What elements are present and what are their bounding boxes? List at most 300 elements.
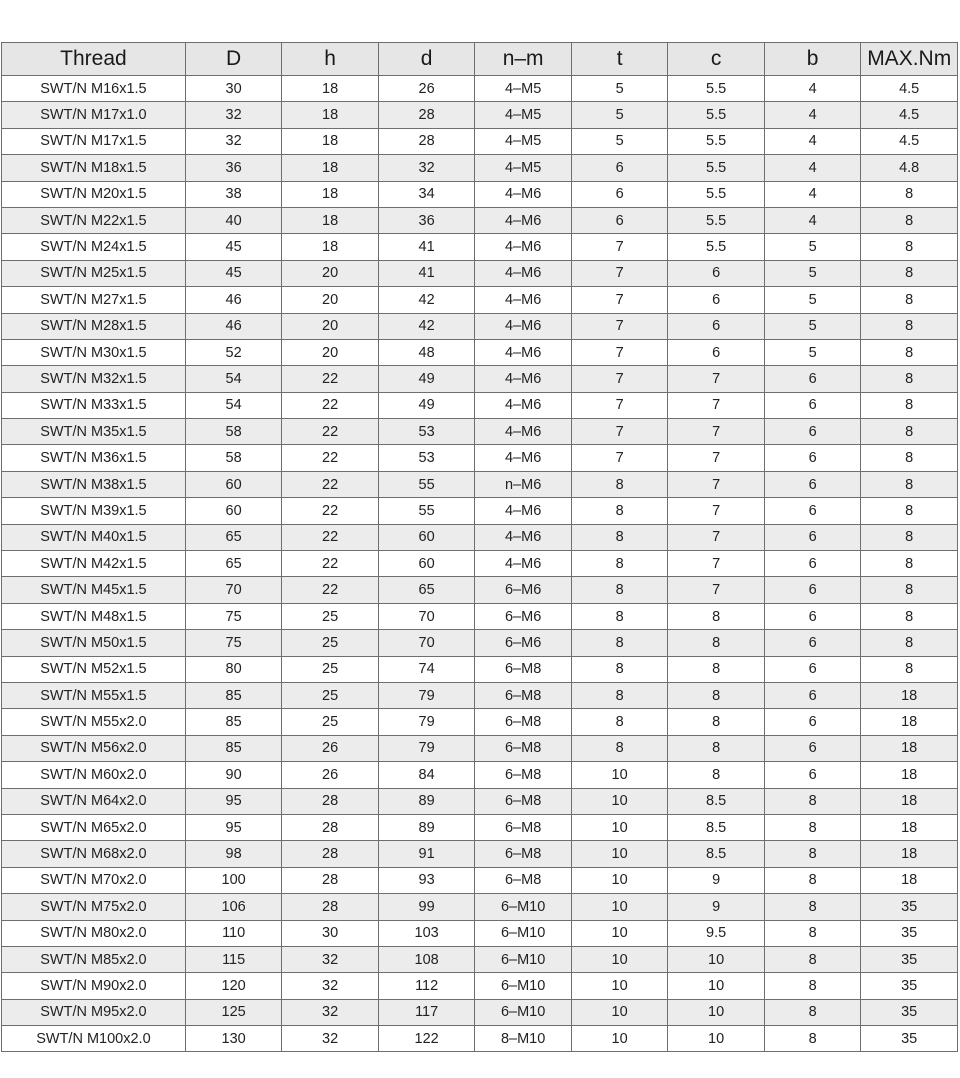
cell-d-inner: 70 [378,630,475,656]
cell-n-m: n–M6 [475,471,572,497]
cell-max-nm: 18 [861,867,958,893]
cell-c: 10 [668,946,765,972]
cell-thread: SWT/N M25x1.5 [2,260,186,286]
table-row [2,920,958,946]
cell-d-inner: 122 [378,1026,475,1052]
header-d-outer: D [185,43,282,76]
cell-t: 10 [571,973,668,999]
cell-thread: SWT/N M100x2.0 [2,1026,186,1052]
cell-d-outer: 32 [185,102,282,128]
cell-h: 32 [282,946,379,972]
cell-b: 8 [764,841,861,867]
cell-n-m: 4–M6 [475,313,572,339]
cell-n-m: 6–M6 [475,630,572,656]
cell-d-inner: 53 [378,445,475,471]
cell-thread: SWT/N M28x1.5 [2,313,186,339]
cell-n-m: 6–M10 [475,999,572,1025]
cell-b: 6 [764,445,861,471]
cell-d-inner: 117 [378,999,475,1025]
cell-max-nm: 8 [861,524,958,550]
cell-thread: SWT/N M33x1.5 [2,392,186,418]
table-row [2,76,958,102]
cell-thread: SWT/N M36x1.5 [2,445,186,471]
cell-t: 8 [571,682,668,708]
cell-n-m: 4–M6 [475,551,572,577]
cell-d-inner: 91 [378,841,475,867]
cell-thread: SWT/N M22x1.5 [2,207,186,233]
cell-thread: SWT/N M60x2.0 [2,762,186,788]
cell-h: 18 [282,181,379,207]
cell-h: 28 [282,894,379,920]
cell-thread: SWT/N M75x2.0 [2,894,186,920]
cell-c: 8 [668,762,765,788]
cell-b: 6 [764,682,861,708]
cell-h: 22 [282,524,379,550]
table-row [2,287,958,313]
cell-d-inner: 84 [378,762,475,788]
cell-n-m: 6–M10 [475,894,572,920]
table-row [2,973,958,999]
cell-n-m: 4–M6 [475,181,572,207]
cell-d-inner: 28 [378,128,475,154]
cell-d-outer: 100 [185,867,282,893]
table-row [2,392,958,418]
cell-d-outer: 65 [185,524,282,550]
cell-b: 6 [764,735,861,761]
cell-c: 8.5 [668,814,765,840]
cell-b: 4 [764,102,861,128]
cell-d-inner: 79 [378,682,475,708]
cell-d-outer: 70 [185,577,282,603]
cell-c: 5.5 [668,234,765,260]
cell-t: 10 [571,841,668,867]
table-row [2,102,958,128]
cell-c: 8 [668,682,765,708]
cell-b: 8 [764,814,861,840]
cell-t: 6 [571,207,668,233]
cell-c: 5.5 [668,76,765,102]
cell-n-m: 4–M5 [475,76,572,102]
cell-c: 5.5 [668,181,765,207]
cell-h: 18 [282,234,379,260]
cell-h: 28 [282,788,379,814]
cell-d-outer: 125 [185,999,282,1025]
cell-c: 10 [668,973,765,999]
cell-c: 7 [668,445,765,471]
cell-d-inner: 79 [378,735,475,761]
cell-b: 6 [764,366,861,392]
cell-n-m: 4–M6 [475,498,572,524]
cell-n-m: 6–M6 [475,603,572,629]
cell-b: 5 [764,313,861,339]
cell-d-outer: 52 [185,339,282,365]
cell-t: 10 [571,788,668,814]
cell-d-outer: 36 [185,155,282,181]
table-row [2,603,958,629]
cell-c: 6 [668,287,765,313]
cell-n-m: 6–M8 [475,788,572,814]
cell-b: 5 [764,339,861,365]
cell-d-inner: 26 [378,76,475,102]
cell-d-outer: 115 [185,946,282,972]
cell-n-m: 4–M6 [475,260,572,286]
cell-d-inner: 41 [378,260,475,286]
cell-max-nm: 18 [861,841,958,867]
cell-max-nm: 35 [861,999,958,1025]
cell-max-nm: 4.5 [861,128,958,154]
cell-thread: SWT/N M55x2.0 [2,709,186,735]
cell-t: 8 [571,709,668,735]
cell-c: 8 [668,603,765,629]
cell-thread: SWT/N M68x2.0 [2,841,186,867]
cell-b: 8 [764,973,861,999]
cell-c: 7 [668,551,765,577]
cell-max-nm: 35 [861,894,958,920]
cell-max-nm: 4.5 [861,76,958,102]
cell-t: 7 [571,287,668,313]
cell-b: 5 [764,234,861,260]
cell-d-outer: 75 [185,603,282,629]
table-row [2,656,958,682]
cell-max-nm: 8 [861,234,958,260]
cell-c: 6 [668,339,765,365]
table-row [2,999,958,1025]
cell-c: 7 [668,419,765,445]
cell-thread: SWT/N M16x1.5 [2,76,186,102]
cell-thread: SWT/N M90x2.0 [2,973,186,999]
cell-h: 22 [282,419,379,445]
cell-d-outer: 45 [185,260,282,286]
cell-t: 8 [571,735,668,761]
cell-h: 28 [282,814,379,840]
cell-thread: SWT/N M35x1.5 [2,419,186,445]
cell-t: 8 [571,630,668,656]
cell-t: 7 [571,234,668,260]
cell-b: 4 [764,207,861,233]
cell-c: 9.5 [668,920,765,946]
cell-d-inner: 89 [378,788,475,814]
cell-c: 8 [668,709,765,735]
cell-d-outer: 75 [185,630,282,656]
cell-max-nm: 18 [861,735,958,761]
cell-n-m: 6–M8 [475,867,572,893]
table-row [2,682,958,708]
header-t: t [571,43,668,76]
cell-b: 5 [764,260,861,286]
cell-d-inner: 48 [378,339,475,365]
cell-h: 26 [282,735,379,761]
cell-n-m: 4–M6 [475,419,572,445]
cell-t: 7 [571,260,668,286]
table-row [2,788,958,814]
cell-b: 6 [764,709,861,735]
cell-t: 5 [571,128,668,154]
cell-thread: SWT/N M64x2.0 [2,788,186,814]
table-row [2,471,958,497]
cell-t: 5 [571,76,668,102]
cell-b: 6 [764,551,861,577]
table-row [2,735,958,761]
cell-d-outer: 30 [185,76,282,102]
cell-max-nm: 18 [861,814,958,840]
cell-b: 8 [764,788,861,814]
cell-t: 10 [571,894,668,920]
cell-h: 20 [282,260,379,286]
cell-thread: SWT/N M17x1.5 [2,128,186,154]
cell-h: 26 [282,762,379,788]
cell-d-outer: 60 [185,471,282,497]
cell-max-nm: 8 [861,445,958,471]
table-row [2,1026,958,1052]
cell-d-outer: 32 [185,128,282,154]
cell-c: 10 [668,1026,765,1052]
cell-d-outer: 106 [185,894,282,920]
cell-thread: SWT/N M70x2.0 [2,867,186,893]
cell-c: 5.5 [668,207,765,233]
cell-n-m: 6–M8 [475,762,572,788]
cell-t: 10 [571,1026,668,1052]
cell-thread: SWT/N M50x1.5 [2,630,186,656]
cell-d-outer: 130 [185,1026,282,1052]
cell-thread: SWT/N M52x1.5 [2,656,186,682]
cell-n-m: 6–M8 [475,709,572,735]
cell-b: 6 [764,498,861,524]
cell-d-inner: 28 [378,102,475,128]
cell-n-m: 6–M8 [475,682,572,708]
cell-max-nm: 8 [861,471,958,497]
cell-max-nm: 8 [861,551,958,577]
cell-n-m: 6–M8 [475,656,572,682]
cell-c: 8.5 [668,841,765,867]
cell-c: 6 [668,313,765,339]
cell-h: 22 [282,498,379,524]
header-max-nm: MAX.Nm [861,43,958,76]
cell-t: 10 [571,946,668,972]
cell-n-m: 4–M6 [475,366,572,392]
cell-t: 10 [571,920,668,946]
cell-thread: SWT/N M40x1.5 [2,524,186,550]
cell-thread: SWT/N M95x2.0 [2,999,186,1025]
cell-max-nm: 8 [861,419,958,445]
cell-max-nm: 35 [861,1026,958,1052]
cell-thread: SWT/N M42x1.5 [2,551,186,577]
cell-n-m: 4–M5 [475,155,572,181]
cell-d-outer: 110 [185,920,282,946]
cell-max-nm: 8 [861,207,958,233]
cell-h: 25 [282,656,379,682]
cell-b: 6 [764,471,861,497]
cell-b: 8 [764,999,861,1025]
cell-c: 5.5 [668,128,765,154]
cell-b: 6 [764,630,861,656]
cell-d-inner: 74 [378,656,475,682]
spec-table [1,42,958,1052]
cell-n-m: 6–M8 [475,814,572,840]
cell-d-outer: 90 [185,762,282,788]
cell-d-outer: 58 [185,445,282,471]
cell-t: 6 [571,155,668,181]
cell-t: 8 [571,577,668,603]
cell-c: 9 [668,867,765,893]
table-row [2,630,958,656]
cell-h: 28 [282,867,379,893]
cell-max-nm: 8 [861,313,958,339]
cell-h: 22 [282,551,379,577]
table-row [2,260,958,286]
cell-h: 22 [282,471,379,497]
cell-h: 22 [282,366,379,392]
cell-n-m: 4–M5 [475,128,572,154]
table-row [2,313,958,339]
cell-h: 25 [282,682,379,708]
header-d-inner: d [378,43,475,76]
cell-thread: SWT/N M30x1.5 [2,339,186,365]
cell-d-inner: 108 [378,946,475,972]
cell-d-inner: 55 [378,471,475,497]
cell-n-m: 4–M6 [475,207,572,233]
table-header [2,43,958,76]
cell-b: 6 [764,603,861,629]
cell-b: 4 [764,181,861,207]
table-row [2,946,958,972]
table-row [2,445,958,471]
cell-n-m: 4–M6 [475,287,572,313]
cell-h: 32 [282,973,379,999]
cell-n-m: 6–M10 [475,973,572,999]
cell-b: 5 [764,287,861,313]
cell-d-inner: 103 [378,920,475,946]
cell-thread: SWT/N M39x1.5 [2,498,186,524]
cell-c: 7 [668,471,765,497]
cell-thread: SWT/N M32x1.5 [2,366,186,392]
table-row [2,181,958,207]
cell-c: 5.5 [668,102,765,128]
cell-b: 6 [764,762,861,788]
cell-d-outer: 38 [185,181,282,207]
cell-h: 20 [282,339,379,365]
cell-max-nm: 18 [861,709,958,735]
cell-c: 7 [668,577,765,603]
cell-n-m: 4–M6 [475,392,572,418]
cell-d-inner: 93 [378,867,475,893]
cell-d-outer: 95 [185,814,282,840]
cell-h: 25 [282,603,379,629]
header-c: c [668,43,765,76]
cell-max-nm: 4.8 [861,155,958,181]
cell-t: 7 [571,366,668,392]
cell-t: 7 [571,313,668,339]
cell-max-nm: 8 [861,260,958,286]
cell-thread: SWT/N M20x1.5 [2,181,186,207]
cell-n-m: 6–M6 [475,577,572,603]
cell-h: 20 [282,313,379,339]
table-row [2,551,958,577]
cell-d-inner: 60 [378,551,475,577]
cell-d-inner: 65 [378,577,475,603]
cell-thread: SWT/N M18x1.5 [2,155,186,181]
cell-b: 6 [764,392,861,418]
cell-t: 7 [571,419,668,445]
cell-n-m: 4–M6 [475,234,572,260]
cell-max-nm: 8 [861,339,958,365]
cell-n-m: 4–M5 [475,102,572,128]
cell-t: 10 [571,762,668,788]
cell-b: 4 [764,76,861,102]
header-b: b [764,43,861,76]
cell-d-outer: 58 [185,419,282,445]
cell-thread: SWT/N M65x2.0 [2,814,186,840]
header-n-m: n–m [475,43,572,76]
cell-thread: SWT/N M55x1.5 [2,682,186,708]
cell-n-m: 6–M8 [475,841,572,867]
cell-d-inner: 60 [378,524,475,550]
header-thread: Thread [2,43,186,76]
cell-d-outer: 85 [185,735,282,761]
cell-b: 8 [764,920,861,946]
cell-t: 8 [571,498,668,524]
cell-d-outer: 65 [185,551,282,577]
cell-t: 10 [571,999,668,1025]
cell-b: 8 [764,867,861,893]
cell-thread: SWT/N M24x1.5 [2,234,186,260]
cell-max-nm: 8 [861,287,958,313]
header-row [2,43,958,76]
cell-thread: SWT/N M85x2.0 [2,946,186,972]
table-row [2,366,958,392]
table-row [2,762,958,788]
cell-max-nm: 8 [861,366,958,392]
cell-d-outer: 40 [185,207,282,233]
cell-n-m: 6–M8 [475,735,572,761]
table-row [2,814,958,840]
cell-b: 4 [764,155,861,181]
cell-d-inner: 53 [378,419,475,445]
table-row [2,128,958,154]
cell-h: 18 [282,76,379,102]
cell-max-nm: 18 [861,762,958,788]
cell-d-outer: 95 [185,788,282,814]
cell-t: 8 [571,603,668,629]
cell-d-outer: 85 [185,682,282,708]
cell-t: 5 [571,102,668,128]
cell-h: 32 [282,1026,379,1052]
cell-b: 8 [764,1026,861,1052]
table-row [2,524,958,550]
cell-h: 32 [282,999,379,1025]
cell-h: 30 [282,920,379,946]
cell-t: 8 [571,471,668,497]
cell-max-nm: 8 [861,656,958,682]
cell-t: 10 [571,867,668,893]
cell-d-inner: 70 [378,603,475,629]
cell-d-outer: 80 [185,656,282,682]
cell-h: 22 [282,392,379,418]
cell-d-inner: 32 [378,155,475,181]
cell-b: 4 [764,128,861,154]
cell-thread: SWT/N M56x2.0 [2,735,186,761]
cell-c: 7 [668,524,765,550]
table-body [2,76,958,1052]
cell-h: 18 [282,128,379,154]
cell-c: 5.5 [668,155,765,181]
cell-b: 8 [764,894,861,920]
table-row [2,577,958,603]
cell-c: 7 [668,392,765,418]
cell-d-outer: 60 [185,498,282,524]
cell-thread: SWT/N M45x1.5 [2,577,186,603]
cell-t: 7 [571,445,668,471]
cell-h: 22 [282,577,379,603]
